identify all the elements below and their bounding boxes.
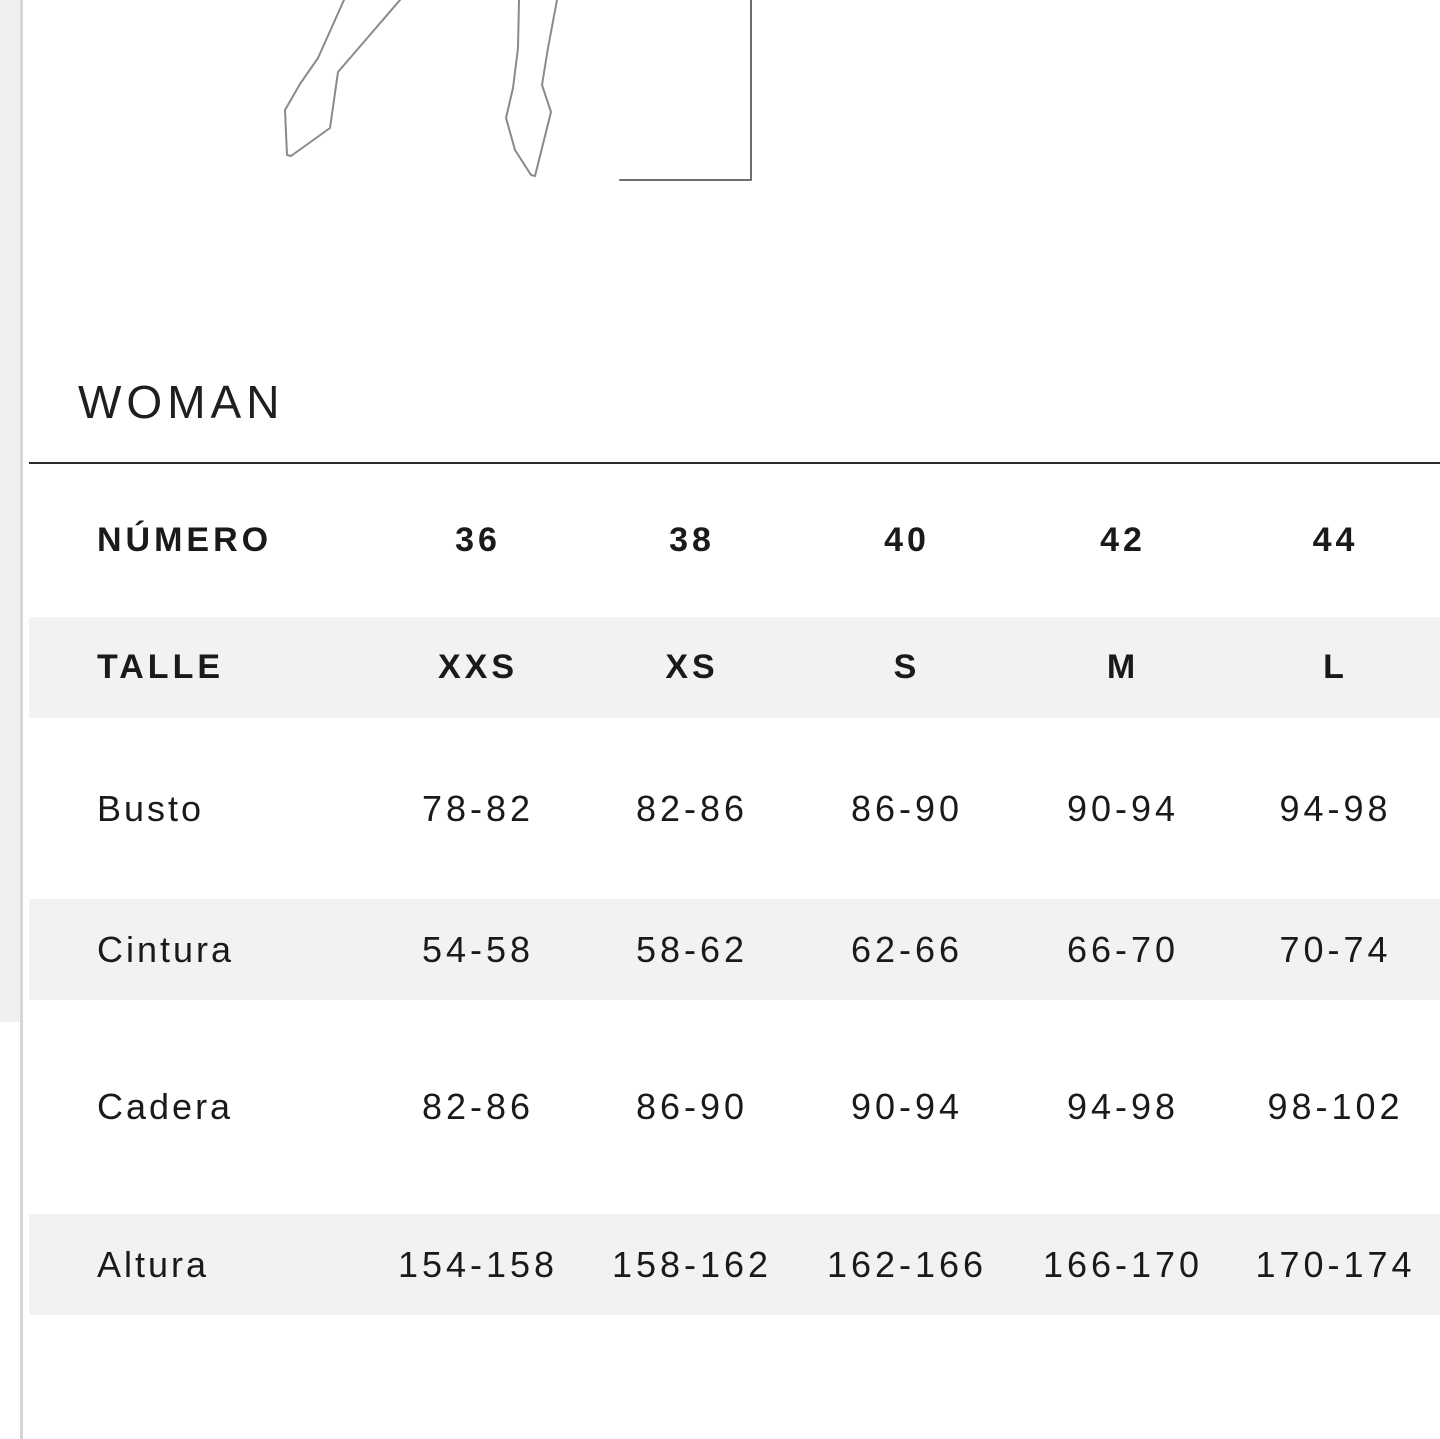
section-title: WOMAN bbox=[78, 376, 285, 428]
measure-cell: 90-94 bbox=[850, 1086, 964, 1127]
size-letter-cell: L bbox=[1231, 617, 1440, 718]
size-chart-table bbox=[29, 464, 1440, 1315]
measure-cell: 70-74 bbox=[1231, 899, 1440, 1000]
size-letter-cell: XS bbox=[585, 617, 799, 718]
left-border-line bbox=[20, 0, 23, 1439]
measure-cell: 82-86 bbox=[635, 787, 749, 829]
size-letter-cell: M bbox=[1015, 617, 1231, 718]
measure-cell: 166-170 bbox=[1015, 1214, 1231, 1315]
measure-cell: 154-158 bbox=[371, 1214, 585, 1315]
table-row-talle bbox=[29, 617, 1440, 718]
measure-bracket bbox=[620, 0, 751, 180]
measure-cell: 158-162 bbox=[585, 1214, 799, 1315]
measure-cell: 86-90 bbox=[635, 1086, 749, 1127]
row-label-busto: Busto bbox=[97, 787, 205, 829]
measure-cell: 58-62 bbox=[585, 899, 799, 1000]
size-letter-cell: XXS bbox=[371, 617, 585, 718]
figure-illustration bbox=[270, 0, 770, 200]
measure-cell: 170-174 bbox=[1231, 1214, 1440, 1315]
row-label-cadera: Cadera bbox=[97, 1086, 234, 1127]
row-label-talle: TALLE bbox=[29, 617, 371, 718]
row-label-altura: Altura bbox=[29, 1214, 371, 1315]
left-side-panel bbox=[0, 0, 20, 1022]
table-row-cadera bbox=[29, 1000, 1440, 1214]
size-number-cell: 44 bbox=[1312, 521, 1359, 559]
measure-cell: 66-70 bbox=[1015, 899, 1231, 1000]
row-label-numero: NÚMERO bbox=[97, 521, 273, 559]
table-row-altura bbox=[29, 1214, 1440, 1315]
table-row-numero bbox=[29, 464, 1440, 617]
measure-cell: 98-102 bbox=[1267, 1086, 1404, 1127]
measure-cell: 94-98 bbox=[1066, 1086, 1180, 1127]
size-number-cell: 36 bbox=[455, 521, 501, 559]
measure-cell: 78-82 bbox=[421, 787, 535, 829]
size-number-cell: 38 bbox=[669, 521, 715, 559]
table-row-busto bbox=[29, 718, 1440, 899]
size-number-cell: 42 bbox=[1100, 521, 1146, 559]
measure-cell: 90-94 bbox=[1066, 787, 1180, 829]
measure-cell: 94-98 bbox=[1279, 787, 1392, 829]
measure-cell: 82-86 bbox=[421, 1086, 535, 1127]
measure-cell: 162-166 bbox=[799, 1214, 1015, 1315]
size-number-cell: 40 bbox=[884, 521, 930, 559]
measure-cell: 86-90 bbox=[850, 787, 964, 829]
size-letter-cell: S bbox=[799, 617, 1015, 718]
row-label-cintura: Cintura bbox=[29, 899, 371, 1000]
measure-cell: 54-58 bbox=[371, 899, 585, 1000]
measure-cell: 62-66 bbox=[799, 899, 1015, 1000]
right-leg-outline bbox=[506, 0, 557, 176]
table-row-cintura bbox=[29, 899, 1440, 1000]
left-leg-outline bbox=[285, 0, 400, 156]
